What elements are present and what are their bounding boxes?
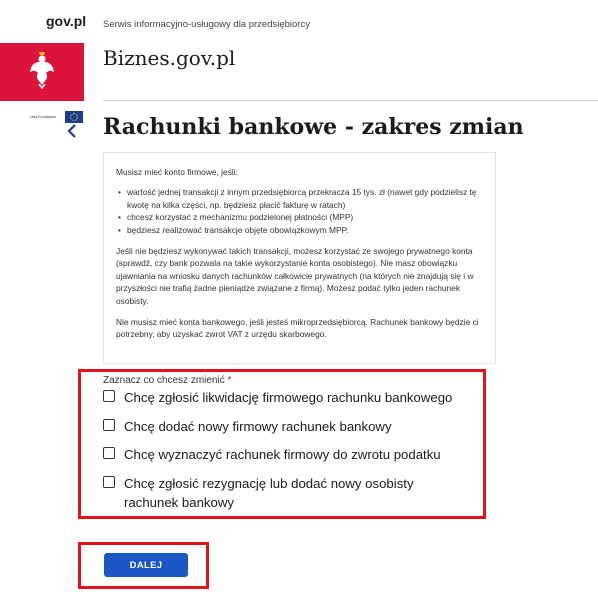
required-marker: * xyxy=(227,375,232,386)
info-bullet: • będziesz realizować transakcje objęte obowiązkowym MPP. xyxy=(116,224,482,236)
checkbox[interactable] xyxy=(103,447,115,459)
polish-eagle-emblem-icon xyxy=(0,43,84,101)
option-tax-refund-account[interactable] xyxy=(103,445,454,464)
checkbox[interactable] xyxy=(103,476,115,488)
eu-flag-icon xyxy=(65,111,83,123)
option-label: Chcę zgłosić rezygnację lub dodać nowy osobisty rachunek bankowy xyxy=(124,476,414,510)
option-label: Chcę zgłosić likwidację firmowego rachunku bankowego xyxy=(124,390,453,405)
info-paragraph-micro-entrepreneur: Nie musisz mieć konta bankowego, jeśli jesteś mikroprzedsiębiorcą. Rachunek bankowy będzie ci potrzebny, aby uzyskać zwrot VAT z urzędu skarbowego. xyxy=(116,317,479,340)
chevron-left-icon xyxy=(67,124,77,138)
gov-pl-logo[interactable]: gov.pl xyxy=(46,13,87,29)
site-name[interactable]: Biznes.gov.pl xyxy=(103,46,236,70)
header-tagline: Serwis informacyjno-usługowy dla przedsiębiorcy xyxy=(103,19,310,30)
header-divider xyxy=(103,100,598,101)
info-bullet: • wartość jednej transakcji z innym przedsiębiorcą przekracza 15 tys. zł (nawet gdy podzielisz tę kwotę na kilka części, np. będziesz płacić fakturę w ratach) xyxy=(116,186,482,211)
option-close-business-account[interactable] xyxy=(103,388,454,407)
form-legend xyxy=(103,375,231,386)
eu-logo xyxy=(30,110,86,140)
option-label: Chcę dodać nowy firmowy rachunek bankowy xyxy=(124,419,392,434)
info-paragraph-private-account: Jeśli nie będziesz wykonywać takich transakcji, możesz korzystać ze swojego prywatnego konta (sprawdź, czy bank pozwala na takie wykorzystanie konta osobistego). Nie masz obowiązku ujawniania na wniosku danych rachunków całkowicie prywatnych (na których nie znajdują się i w przyszłości nie trafią żadne pieniądze związane z firmą). Możesz podać tylko jeden rachunek osobisty. xyxy=(116,246,474,306)
info-bullet-list xyxy=(116,186,482,236)
form-legend-text: Zaznacz co chcesz zmienić xyxy=(103,375,225,386)
page-title: Rachunki bankowe - zakres zmian xyxy=(103,114,524,140)
checkbox[interactable] xyxy=(103,390,115,402)
checkbox[interactable] xyxy=(103,419,115,431)
info-intro: Musisz mieć konto firmowe, jeśli: xyxy=(116,167,238,177)
option-personal-account[interactable] xyxy=(103,474,454,512)
next-button[interactable]: DALEJ xyxy=(104,553,188,577)
info-box xyxy=(103,152,496,364)
option-add-business-account[interactable] xyxy=(103,417,454,436)
option-label: Chcę wyznaczyć rachunek firmowy do zwrotu podatku xyxy=(124,447,441,462)
info-bullet: • chcesz korzystać z mechanizmu podzielonej płatności (MPP) xyxy=(116,211,482,223)
eu-logo-text: Unia Europejska xyxy=(30,115,56,119)
